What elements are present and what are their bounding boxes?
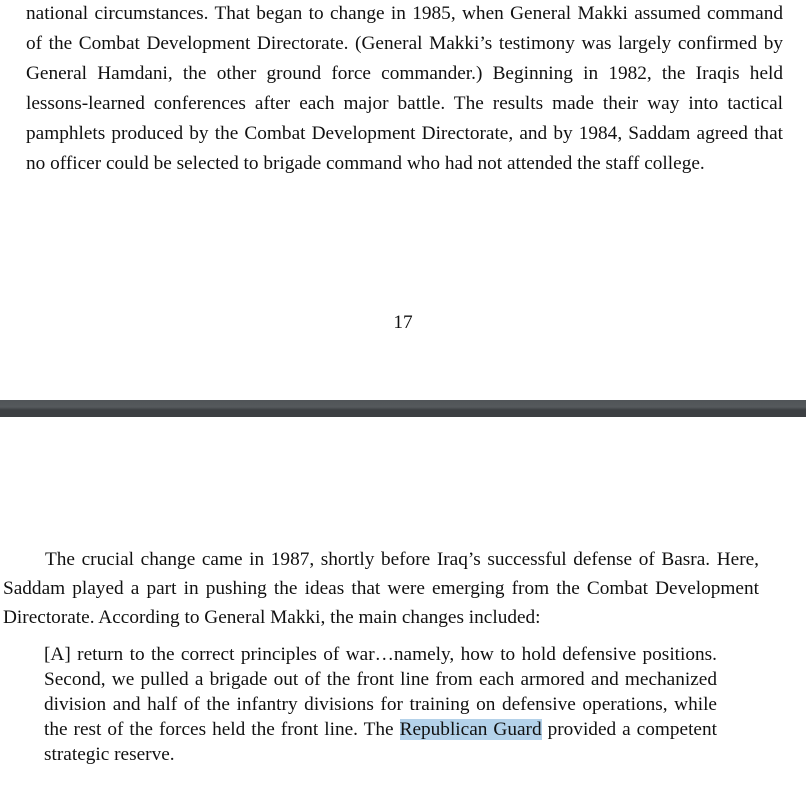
block-quote[interactable] [44, 642, 717, 767]
page-number: 17 [393, 312, 413, 333]
quote-text-after-selection: provided a competent strategic reserve. [44, 719, 717, 765]
quote-text-before-selection: [A] return to the correct principles of war…namely, how to hold defensive positions. Second, we pulled a brigade out of the front line from each armored and mechanized division and half of the infantry divisions for training on defensive operations, while the rest of the forces held the front line. The [44, 644, 717, 740]
page-separator [0, 400, 806, 417]
document-page-bottom [0, 417, 806, 787]
selected-text-highlight[interactable]: Republican Guard [399, 719, 542, 740]
body-paragraph: The crucial change came in 1987, shortly before Iraq’s successful defense of Basra. Here, Saddam played a part in pushing the ideas that were emerging from the Combat Development Directorate. According to General Makki, the main changes included: [3, 549, 759, 628]
body-paragraph-continuation: national circumstances. That began to change in 1985, when General Makki assumed command of the Combat Development Directorate. (General Makki’s testimony was largely confirmed by General Hamdani, the other ground force commander.) Beginning in 1982, the Iraqis held lessons-learned conferences after each major battle. The results made their way into tactical pamphlets produced by the Combat Development Directorate, and by 1984, Saddam agreed that no officer could be selected to brigade command who had not attended the staff college. [26, 3, 783, 174]
